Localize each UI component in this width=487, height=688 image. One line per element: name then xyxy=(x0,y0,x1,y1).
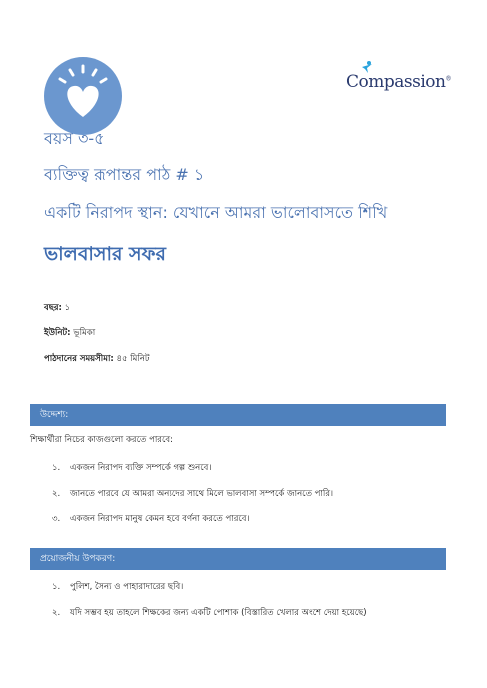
duration-label: পাঠদানের সময়সীমা: xyxy=(44,354,114,364)
list-text: যদি সম্ভব হয় তাহলে শিক্ষকের জন্য একটি পোশাক (বিস্তারিত খেলার অংশে দেয়া হয়েছে) xyxy=(70,608,367,618)
registered-mark: ® xyxy=(445,75,451,83)
brand-name xyxy=(346,72,451,92)
list-text: একজন নিরাপদ মানুষ কেমন হবে বর্ণনা করতে পারবে। xyxy=(70,514,250,524)
list-text: পুলিশ, সৈন্য ও পাহারাদারের ছবি। xyxy=(70,582,184,592)
list-number: ১. xyxy=(52,463,61,473)
objectives-intro: শিক্ষার্থীরা নিচের কাজগুলো করতে পারবে: xyxy=(30,435,173,445)
unit-row xyxy=(44,326,95,340)
heart-logo xyxy=(44,57,122,135)
material-item xyxy=(52,606,367,620)
list-number: ২. xyxy=(52,489,61,499)
list-number: ৩. xyxy=(52,514,61,524)
objectives-heading: উদ্দেশ্য: xyxy=(30,404,446,426)
year-row xyxy=(44,301,70,315)
year-label: বছর: xyxy=(44,303,62,313)
unit-value: ভূমিকা xyxy=(73,328,96,338)
age-range: বয়স ৩-৫ xyxy=(44,129,105,148)
document-subtitle: একটি নিরাপদ স্থান: যেখানে আমরা ভালোবাসতে শিখি xyxy=(44,203,388,222)
objective-item xyxy=(52,487,333,501)
unit-label: ইউনিট: xyxy=(44,328,71,338)
materials-heading: প্রয়োজনীয় উপকরণ: xyxy=(30,548,446,570)
heart-in-circle-icon xyxy=(44,57,122,135)
document-title: ভালবাসার সফর xyxy=(44,243,166,265)
lesson-number: ব্যক্তিত্ব রূপান্তর পাঠ # ১ xyxy=(44,165,205,184)
list-number: ২. xyxy=(52,608,61,618)
objective-item xyxy=(52,461,211,475)
list-text: জানতে পারবে যে আমরা অন্যদের সাথে মিলে ভালবাসা সম্পর্কে জানতে পারি। xyxy=(70,489,334,499)
brand-name-text: Compassion xyxy=(346,72,446,92)
list-text: একজন নিরাপদ ব্যক্তি সম্পর্কে গল্প শুনবে। xyxy=(70,463,212,473)
material-item xyxy=(52,580,183,594)
year-value: ১ xyxy=(64,303,71,313)
list-number: ১. xyxy=(52,582,61,592)
duration-value: ৪৫ মিনিট xyxy=(116,354,150,364)
objective-item xyxy=(52,512,250,526)
compassion-logo xyxy=(346,60,451,100)
duration-row xyxy=(44,352,150,366)
